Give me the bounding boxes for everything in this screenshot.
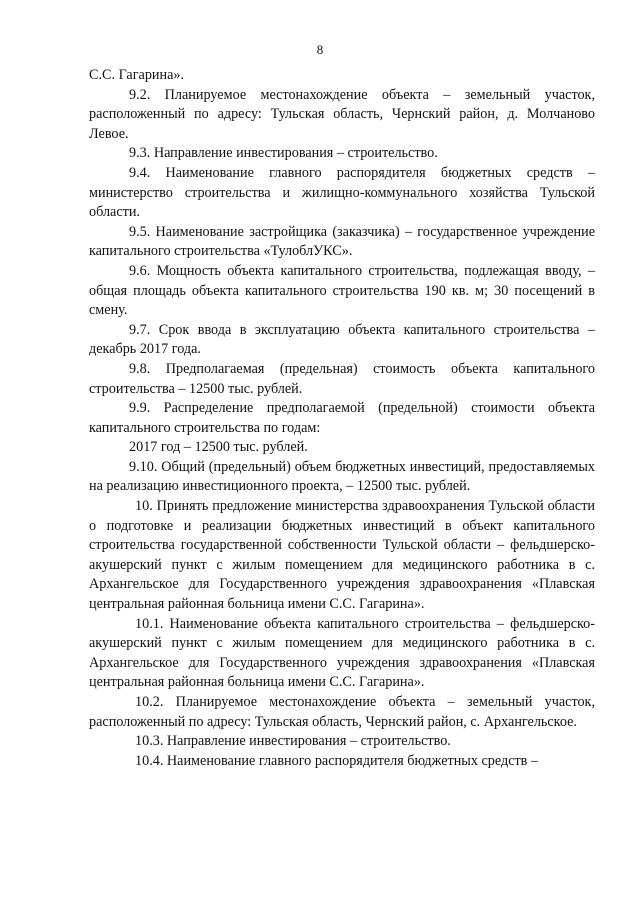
paragraph: 9.9. Распределение предполагаемой (предельной) стоимости объекта капитального строительства по годам: <box>89 400 595 436</box>
paragraph: 9.10. Общий (предельный) объем бюджетных инвестиций, предоставляемых на реализацию инвестиционного проекта, – 12500 тыс. рублей. <box>89 458 595 495</box>
paragraph: 9.8. Предполагаемая (предельная) стоимость объекта капитального строительства – 12500 тыс. рублей. <box>89 360 595 397</box>
paragraph: 10. Принять предложение министерства здравоохранения Тульской области о подготовке и реализации бюджетных инвестиций в объект капитального строительства государственной собственности Тульской области – фельдшерско-акушерский пункт с жилым помещением для медицинского работника в с. Архангельское для Государственного учреждения здравоохранения «Плавская центральная районная больница имени С.С. Гагарина». <box>89 498 595 613</box>
page-number: 8 <box>316 42 324 57</box>
paragraph: 10.2. Планируемое местонахождение объекта – земельный участок, расположенный по адресу: Тульская область, Чернский район, с. Архангельское. <box>89 694 595 730</box>
paragraph: 10.1. Наименование объекта капитального строительства – фельдшерско-акушерский пункт с жилым помещением для медицинского работника в с. Архангельское для Государственного учреждения здравоохранения «Плавская центральная районная больница имени С.С. Гагарина». <box>89 615 595 691</box>
paragraph: 2017 год – 12500 тыс. рублей. <box>129 439 308 456</box>
paragraph: С.С. Гагарина». <box>89 67 185 83</box>
document-body <box>89 66 595 771</box>
paragraph: 9.4. Наименование главного распорядителя бюджетных средств – министерство строительства и жилищно-коммунального хозяйства Тульской области. <box>89 164 595 221</box>
paragraph: 9.3. Направление инвестирования – строительство. <box>129 145 438 162</box>
paragraph: 9.5. Наименование застройщика (заказчика) – государственное учреждение капитального строительства «ТулоблУКС». <box>89 223 595 260</box>
paragraph: 10.3. Направление инвестирования – строительство. <box>135 733 451 750</box>
paragraph: 10.4. Наименование главного распорядителя бюджетных средств – <box>135 752 539 769</box>
paragraph: 9.2. Планируемое местонахождение объекта – земельный участок, расположенный по адресу: Тульская область, Чернский район, д. Молчаново Левое. <box>89 86 595 142</box>
paragraph: 9.6. Мощность объекта капитального строительства, подлежащая вводу, – общая площадь объекта капитального строительства 190 кв. м; 30 посещений в смену. <box>89 262 595 319</box>
paragraph: 9.7. Срок ввода в эксплуатацию объекта капитального строительства – декабрь 2017 года. <box>89 321 595 358</box>
